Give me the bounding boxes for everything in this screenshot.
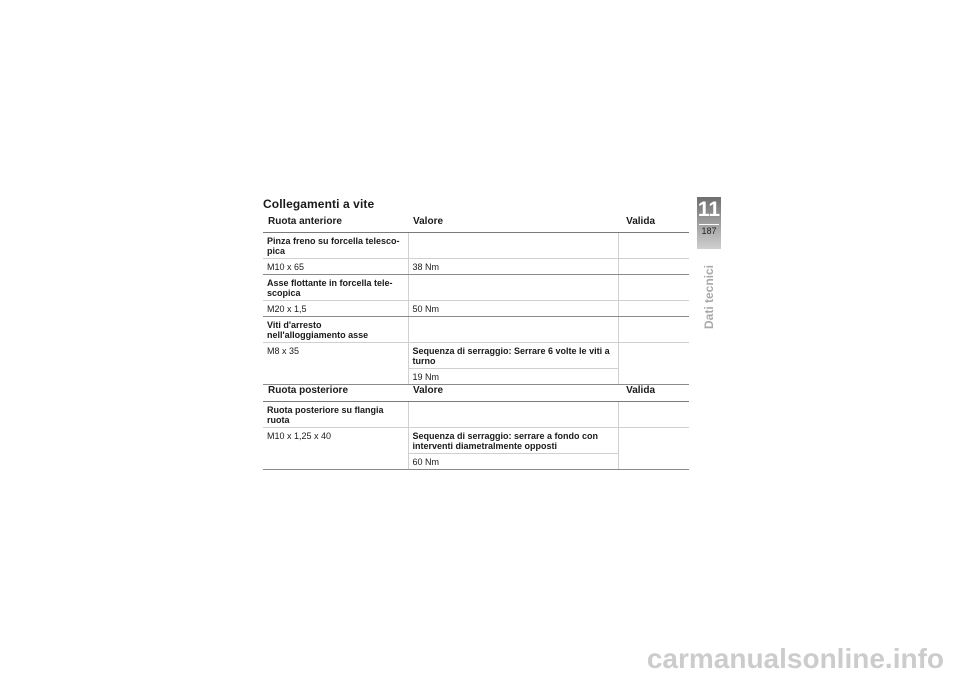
- table-header: [263, 378, 689, 402]
- empty-cell: [408, 317, 618, 343]
- empty-cell: [618, 428, 689, 470]
- tightening-sequence: Sequenza di serraggio: serrare a fondo con interventi diametralmente opposti: [408, 428, 618, 454]
- table-row: [263, 402, 689, 428]
- table-row: [263, 317, 689, 343]
- table-row: [263, 233, 689, 259]
- thread-spec: M10 x 1,25 x 40: [263, 428, 408, 470]
- torque-value: 60 Nm: [408, 454, 618, 470]
- torque-value: 19 Nm: [408, 369, 618, 385]
- tightening-sequence: Sequenza di serraggio: Serrare 6 volte le viti a turno: [408, 343, 618, 369]
- empty-cell: [618, 275, 689, 301]
- torque-value: 50 Nm: [408, 301, 618, 317]
- table-row: [263, 259, 689, 275]
- chapter-number: 11: [697, 198, 721, 221]
- empty-cell: [618, 259, 689, 275]
- front-wheel-table: [263, 209, 689, 385]
- empty-cell: [408, 233, 618, 259]
- header-valid: Valida: [618, 209, 689, 233]
- empty-cell: [618, 233, 689, 259]
- table-row: [263, 428, 689, 454]
- component-label: Asse flottante in forcella tele-scopica: [263, 275, 408, 301]
- table-header: [263, 209, 689, 233]
- thread-spec: M20 x 1,5: [263, 301, 408, 317]
- component-label: Ruota posteriore su flangia ruota: [263, 402, 408, 428]
- page-number: 187: [701, 226, 717, 236]
- header-valid: Valida: [618, 378, 689, 402]
- page-title: Collegamenti a vite: [263, 197, 375, 211]
- rear-wheel-table: [263, 378, 689, 470]
- thread-spec: M8 x 35: [263, 343, 408, 385]
- chapter-divider: [699, 224, 719, 225]
- table-row: [263, 343, 689, 369]
- chapter-label: [692, 252, 726, 342]
- empty-cell: [618, 301, 689, 317]
- thread-spec: M10 x 65: [263, 259, 408, 275]
- table-row: [263, 301, 689, 317]
- torque-value: 38 Nm: [408, 259, 618, 275]
- header-value: Valore: [408, 209, 618, 233]
- header-value: Valore: [408, 378, 618, 402]
- component-label: Viti d'arresto nell'alloggiamento asse: [263, 317, 408, 343]
- empty-cell: [408, 402, 618, 428]
- component-label: Pinza freno su forcella telesco-pica: [263, 233, 408, 259]
- empty-cell: [408, 275, 618, 301]
- header-component: Ruota anteriore: [263, 209, 408, 233]
- chapter-label-text: Dati tecnici: [702, 264, 716, 330]
- empty-cell: [618, 317, 689, 343]
- table-row: [263, 275, 689, 301]
- watermark: carmanualsonline.info: [646, 643, 944, 674]
- empty-cell: [618, 402, 689, 428]
- header-component: Ruota posteriore: [263, 378, 408, 402]
